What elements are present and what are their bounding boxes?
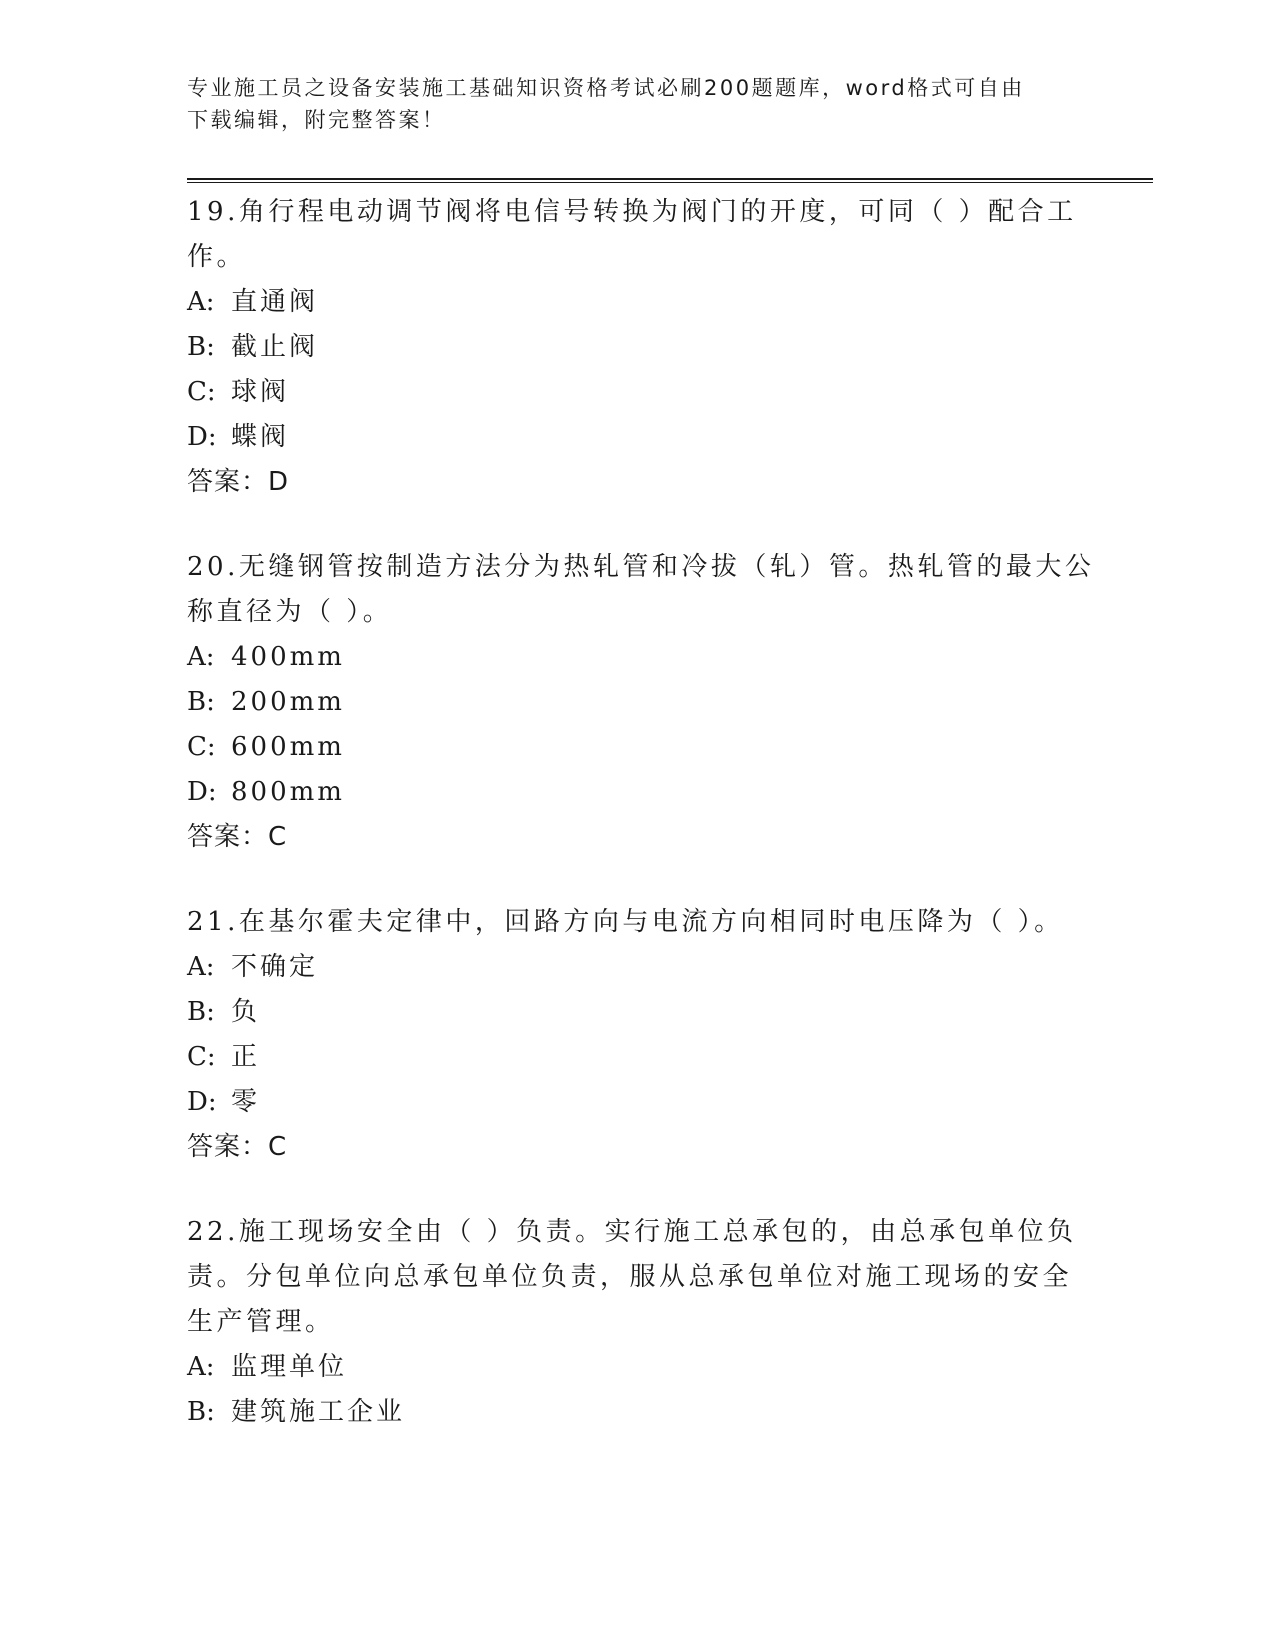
option-letter: C:: [187, 377, 216, 407]
stem-line: 22.施工现场安全由（ ）负责。实行施工总承包的，由总承包单位负: [187, 1217, 1077, 1247]
question-22: [187, 1210, 1087, 1435]
option-text: 建筑施工企业: [231, 1397, 406, 1427]
option-text: 800mm: [231, 777, 345, 807]
option-b: [187, 325, 1087, 370]
question-21: [187, 900, 1087, 1170]
option-text: 零: [231, 1087, 261, 1117]
option-text: 负: [231, 997, 261, 1027]
option-a: [187, 1345, 1087, 1390]
option-b: [187, 990, 1087, 1035]
option-letter: A:: [187, 642, 215, 672]
question-stem: [187, 900, 1087, 945]
option-letter: D:: [187, 422, 217, 452]
option-letter: A:: [187, 952, 215, 982]
answer-line: 答案：D: [187, 467, 290, 497]
option-letter: B:: [187, 687, 215, 717]
stem-line: 责。分包单位向总承包单位负责，服从总承包单位对施工现场的安全: [187, 1262, 1073, 1292]
option-b: [187, 680, 1087, 725]
option-letter: B:: [187, 1397, 215, 1427]
option-a: [187, 280, 1087, 325]
stem-line: 作。: [187, 242, 247, 272]
option-letter: A:: [187, 287, 215, 317]
option-letter: D:: [187, 777, 217, 807]
option-letter: C:: [187, 732, 216, 762]
stem-line: 称直径为（ ）。: [187, 597, 393, 627]
question-19: [187, 190, 1087, 505]
option-text: 截止阀: [231, 332, 319, 362]
stem-line: 19.角行程电动调节阀将电信号转换为阀门的开度，可同（ ）配合工: [187, 197, 1077, 227]
option-text: 600mm: [231, 732, 345, 762]
option-text: 监理单位: [231, 1352, 348, 1382]
option-text: 球阀: [231, 377, 290, 407]
question-list: [187, 190, 1095, 1475]
option-c: [187, 370, 1087, 415]
option-text: 蝶阀: [231, 422, 290, 452]
question-stem: [187, 545, 1095, 635]
option-d: [187, 415, 1087, 460]
option-a: [187, 945, 1087, 990]
option-a: [187, 635, 1087, 680]
option-text: 200mm: [231, 687, 345, 717]
option-letter: C:: [187, 1042, 216, 1072]
option-letter: B:: [187, 997, 215, 1027]
header-line: 专业施工员之设备安装施工基础知识资格考试必刷200题题库，word格式可自由: [187, 76, 1025, 100]
document-header: [187, 72, 1067, 136]
option-c: [187, 1035, 1087, 1080]
stem-line: 21.在基尔霍夫定律中，回路方向与电流方向相同时电压降为（ ）。: [187, 907, 1064, 937]
option-c: [187, 725, 1087, 770]
stem-line: 生产管理。: [187, 1307, 335, 1337]
header-divider-thick: [187, 178, 1153, 180]
option-text: 直通阀: [231, 287, 319, 317]
option-text: 不确定: [231, 952, 319, 982]
header-divider-thin: [187, 182, 1153, 183]
option-d: [187, 770, 1087, 815]
stem-line: 20.无缝钢管按制造方法分为热轧管和冷拔（轧）管。热轧管的最大公: [187, 552, 1095, 582]
option-text: 400mm: [231, 642, 345, 672]
option-letter: B:: [187, 332, 215, 362]
question-stem: [187, 190, 1087, 280]
option-d: [187, 1080, 1087, 1125]
option-letter: A:: [187, 1352, 215, 1382]
question-20: [187, 545, 1095, 860]
answer-line: 答案：C: [187, 822, 288, 852]
option-b: [187, 1390, 1087, 1435]
option-letter: D:: [187, 1087, 217, 1117]
option-text: 正: [231, 1042, 261, 1072]
question-stem: [187, 1210, 1087, 1345]
answer-line: 答案：C: [187, 1132, 288, 1162]
header-line: 下载编辑，附完整答案！: [187, 108, 446, 132]
